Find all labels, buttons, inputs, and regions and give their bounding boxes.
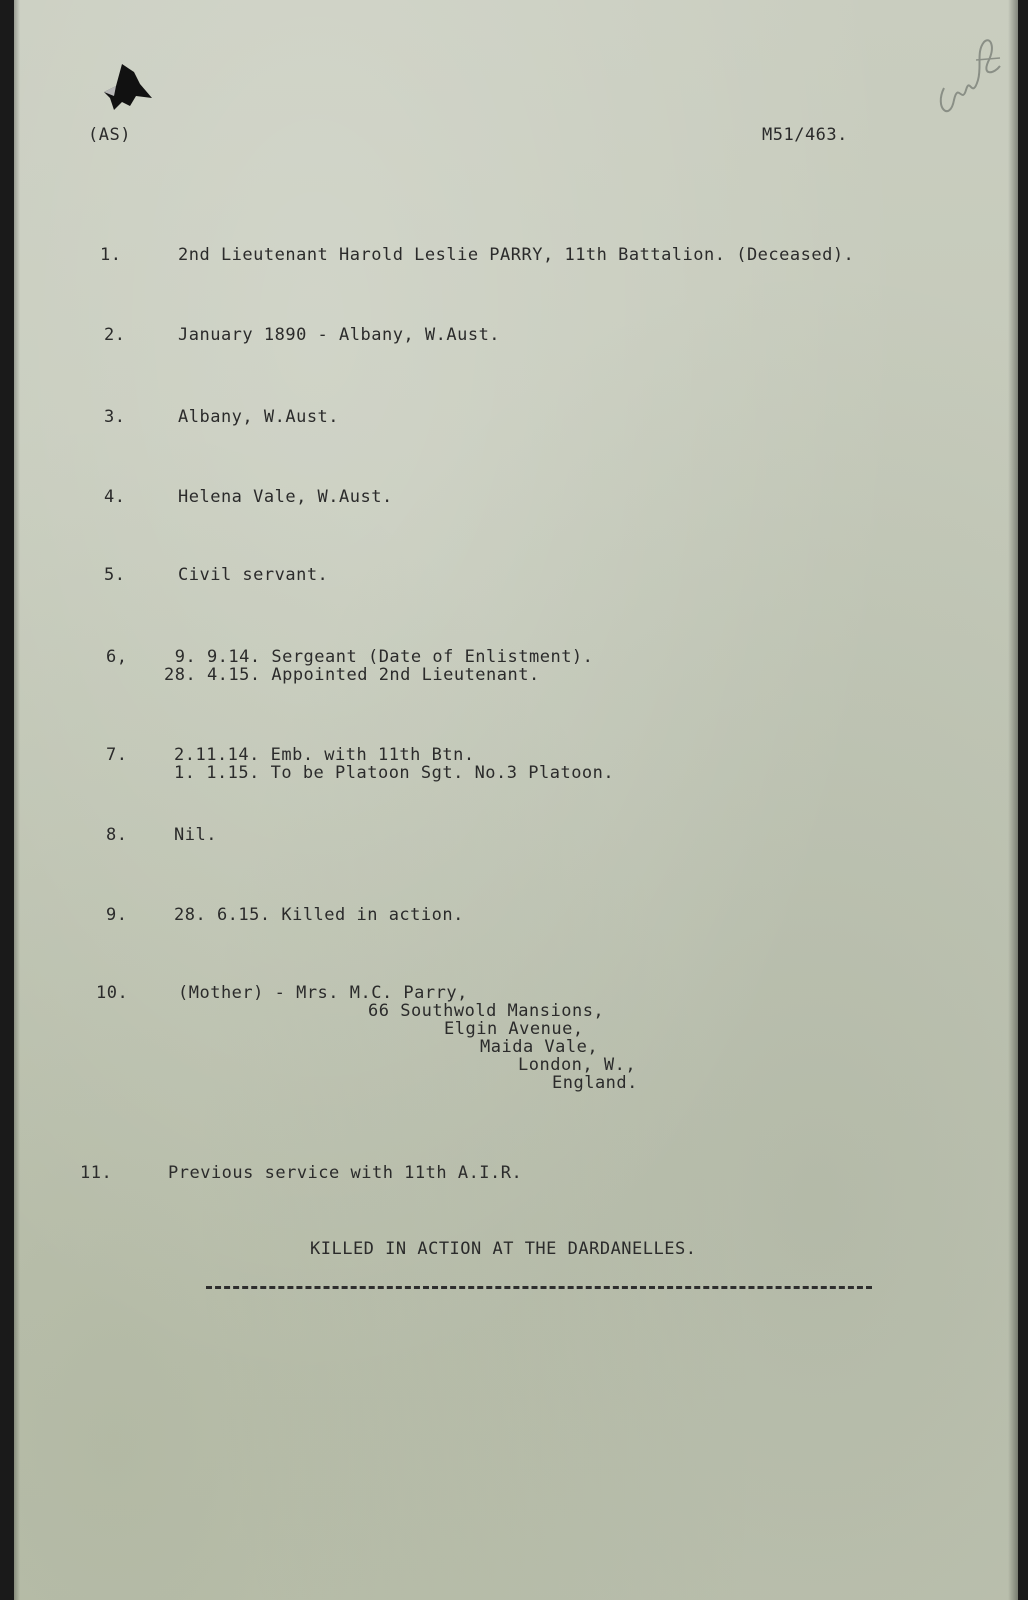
address-line-5: England. (552, 1073, 638, 1093)
item-6-line-1: 9. 9.14. Sergeant (Date of Enlistment). (164, 647, 594, 667)
item-number-2: 2. (104, 325, 126, 345)
item-3-place: Albany, W.Aust. (178, 407, 340, 427)
handwritten-initials-icon (914, 30, 1014, 130)
item-1-name-unit: 2nd Lieutenant Harold Leslie PARRY, 11th Battalion. (Deceased). (178, 245, 855, 265)
torn-corner-mark-icon (100, 62, 158, 114)
item-number-3: 3. (104, 407, 126, 427)
item-2-birth: January 1890 - Albany, W.Aust. (178, 325, 501, 345)
item-number-11: 11. (80, 1163, 113, 1183)
file-reference-number: M51/463. (762, 125, 848, 145)
item-number-10: 10. (96, 983, 129, 1003)
item-number-9: 9. (106, 905, 128, 925)
item-number-7: 7. (106, 745, 128, 765)
item-11-previous-service: Previous service with 11th A.I.R. (168, 1163, 523, 1183)
left-reference-code: (AS) (88, 125, 131, 145)
item-8-value: Nil. (174, 825, 217, 845)
page-edge-shadow-right (1008, 0, 1018, 1600)
item-number-4: 4. (104, 487, 126, 507)
dashed-divider (206, 1286, 872, 1289)
item-4-place: Helena Vale, W.Aust. (178, 487, 393, 507)
killed-in-action-statement: KILLED IN ACTION AT THE DARDANELLES. (310, 1239, 697, 1259)
item-5-occupation: Civil servant. (178, 565, 329, 585)
item-7-line-2: 1. 1.15. To be Platoon Sgt. No.3 Platoon. (174, 763, 615, 783)
item-number-8: 8. (106, 825, 128, 845)
address-line-3: Maida Vale, (480, 1037, 599, 1057)
address-line-1: 66 Southwold Mansions, (368, 1001, 605, 1021)
address-line-4: London, W., (518, 1055, 637, 1075)
item-number-5: 5. (104, 565, 126, 585)
item-number-1: 1. (100, 245, 122, 265)
document-page (14, 0, 1018, 1600)
item-9-death: 28. 6.15. Killed in action. (174, 905, 464, 925)
page-edge-shadow-left (14, 0, 20, 1600)
item-7-line-1: 2.11.14. Emb. with 11th Btn. (174, 745, 475, 765)
address-line-2: Elgin Avenue, (444, 1019, 584, 1039)
item-number-6: 6, (106, 647, 128, 667)
item-10-next-of-kin: (Mother) - Mrs. M.C. Parry, (178, 983, 468, 1003)
item-6-line-2: 28. 4.15. Appointed 2nd Lieutenant. (164, 665, 540, 685)
